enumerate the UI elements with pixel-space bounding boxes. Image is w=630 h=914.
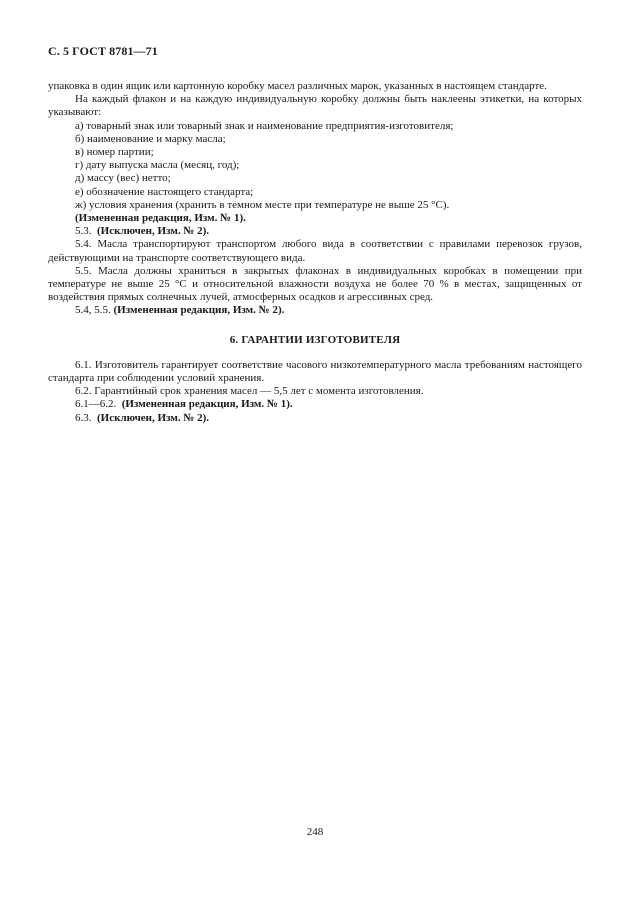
clause-note: (Измененная редакция, Изм. № 1). xyxy=(121,398,293,411)
clause-note: (Исключен, Изм. № 2). xyxy=(97,225,210,238)
list-item: ж) условия хранения (хранить в темном месте при температуре не выше 25 °С). xyxy=(75,198,450,211)
clause-note: (Измененная редакция, Изм. № 2). xyxy=(113,304,285,317)
page-number: 248 xyxy=(306,826,324,838)
list-item: в) номер партии; xyxy=(75,146,154,159)
list-item: г) дату выпуска масла (месяц, год); xyxy=(75,159,240,172)
page-header: С. 5 ГОСТ 8781—71 xyxy=(48,44,158,58)
list-item: а) товарный знак или товарный знак и наименование предприятия-изготовителя; xyxy=(75,119,454,132)
clause-6-1-6-2 xyxy=(48,398,582,411)
clause-5-4: 5.4. Масла транспортируют транспортом любого вида в соответствии с правилами перевозок грузов, действующими на транспорте соответствующего вида. xyxy=(48,238,582,264)
clause-number: 6.1—6.2. xyxy=(75,398,117,411)
clause-5-5: 5.5. Масла должны храниться в закрытых флаконах в индивидуальных коробках в помещении при температуре не выше 25 °С и относительной влажности воздуха не более 70 % в местах, защищенных от воздействия прямых солнечных лучей, атмосферных осадков и агрессивных сред. xyxy=(48,264,582,304)
clause-number: 5.4, 5.5. xyxy=(75,304,111,317)
list-item: б) наименование и марку масла; xyxy=(75,132,226,145)
paragraph-labels: На каждый флакон и на каждую индивидуальную коробку должны быть наклеены этикетки, на которых указывают: xyxy=(48,93,582,119)
clause-5-3 xyxy=(48,225,582,238)
section-heading: 6. ГАРАНТИИ ИЗГОТОВИТЕЛЯ xyxy=(229,333,401,346)
clause-5-4-5-5 xyxy=(48,304,582,317)
clause-6-3 xyxy=(48,412,582,425)
clause-note: (Исключен, Изм. № 2). xyxy=(97,411,210,424)
edit-note xyxy=(48,212,582,225)
list-item: е) обозначение настоящего стандарта; xyxy=(75,185,254,198)
paragraph-continuation: упаковка в один ящик или картонную коробку масел различных марок, указанных в настоящем стандарте. xyxy=(48,80,547,92)
clause-6-2: 6.2. Гарантийный срок хранения масел — 5,5 лет с момента изготовления. xyxy=(75,385,424,398)
list-item: д) массу (вес) нетто; xyxy=(75,172,171,185)
clause-number: 6.3. xyxy=(75,411,92,424)
clause-6-1: 6.1. Изготовитель гарантирует соответствие часового низкотемпературного масла требованиям настоящего стандарта при соблюдении условий хранения. xyxy=(48,358,582,385)
edit-note-text: (Измененная редакция, Изм. № 1). xyxy=(75,212,246,225)
document-body xyxy=(48,80,582,425)
clause-number: 5.3. xyxy=(75,225,92,238)
